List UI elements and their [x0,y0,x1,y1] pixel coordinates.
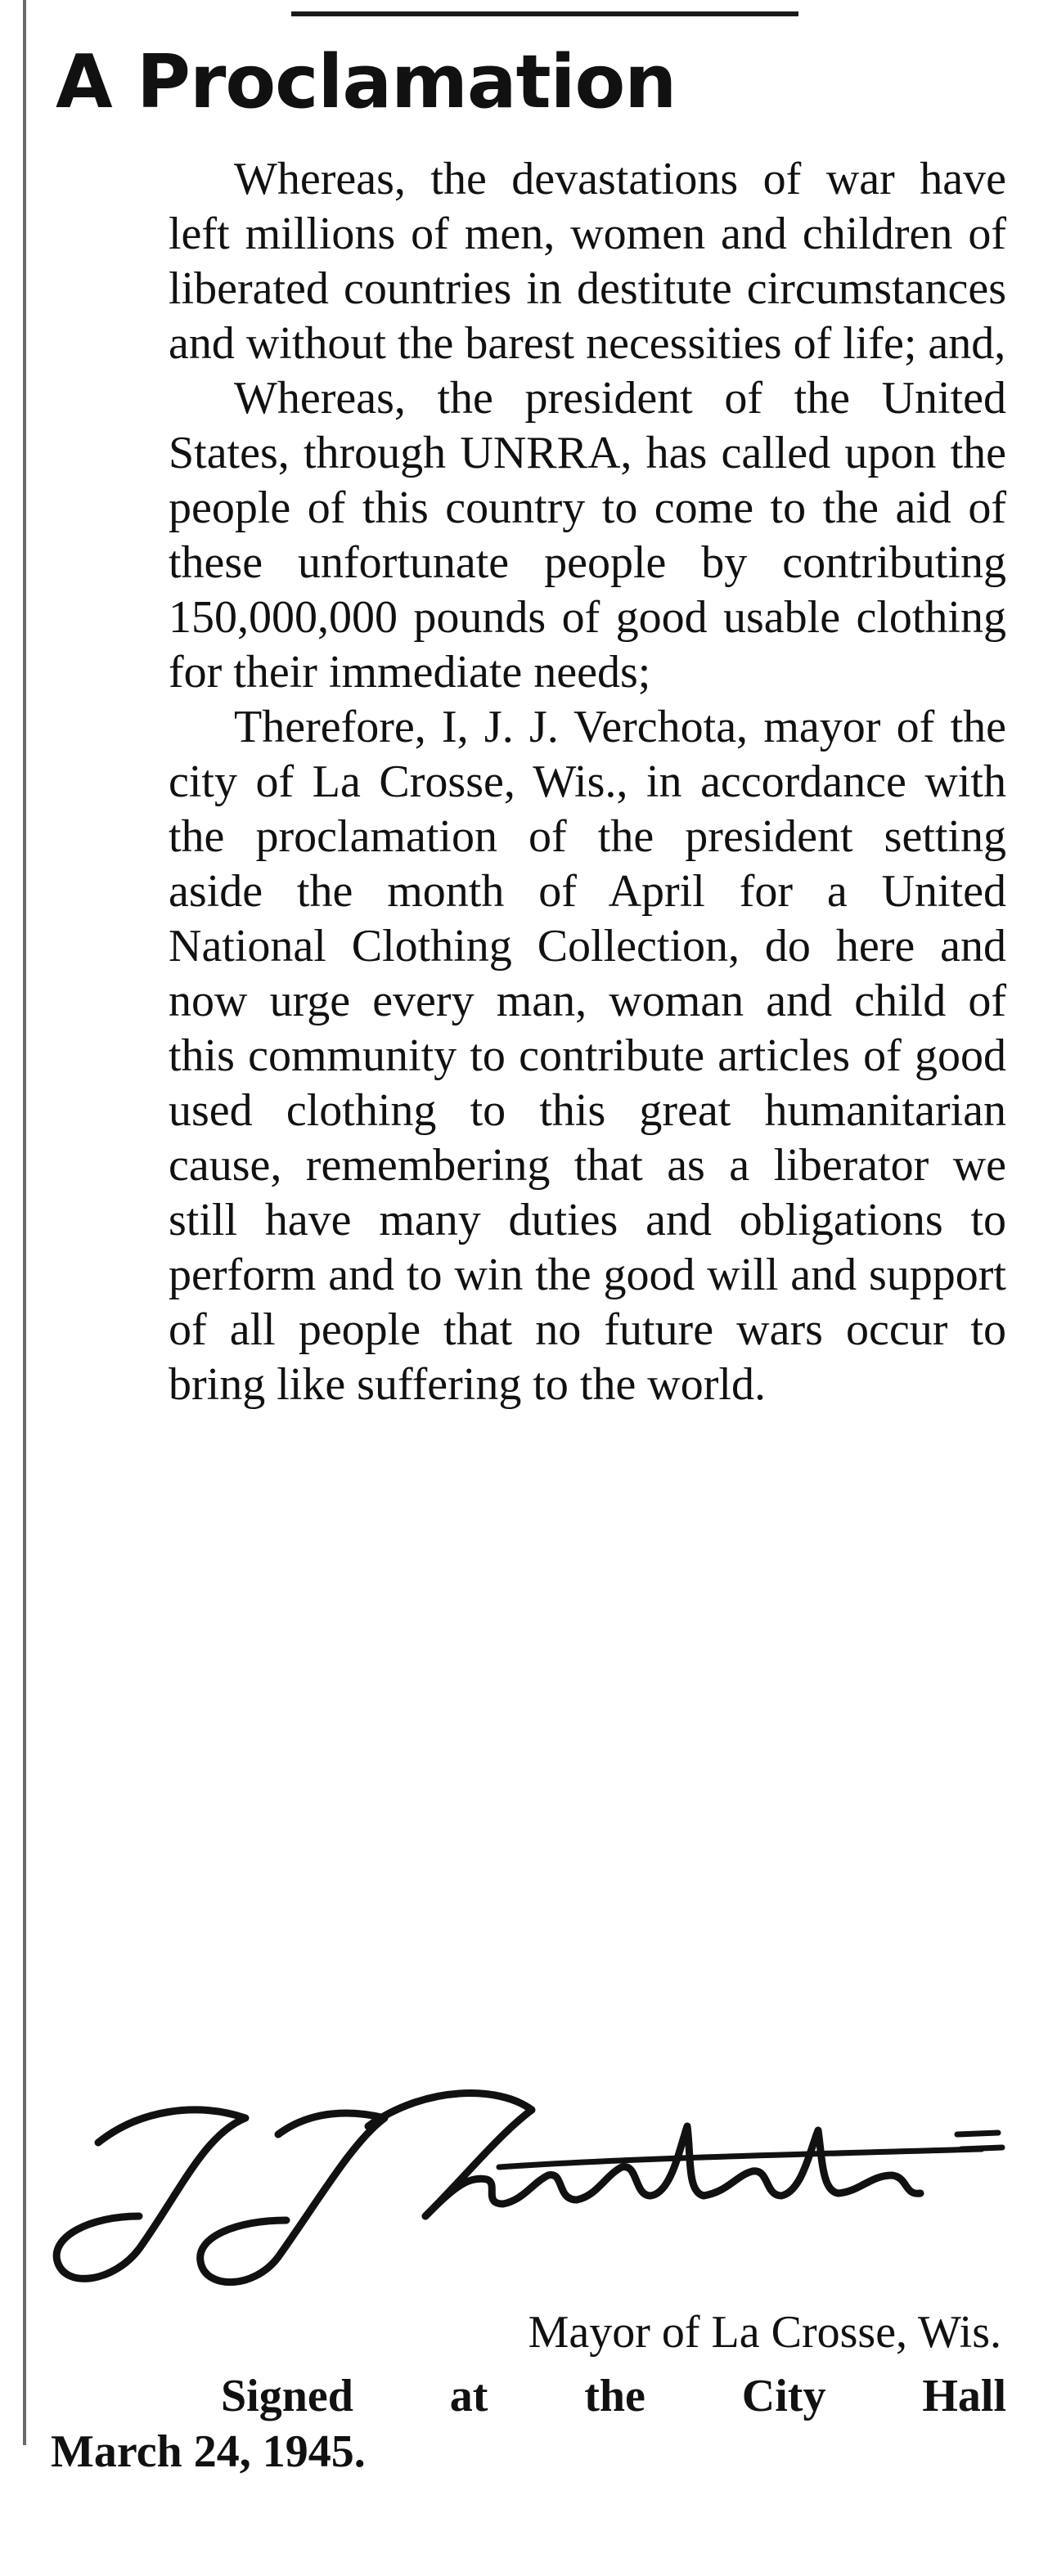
therefore-paragraph: Therefore, I, J. J. Verchota, mayor of the city of La Crosse, Wis., in accordance with the proclamation of the president setting aside the month of April for a United National Clothing Collection, do here and now urge every man, woman and child of this community to contribute articles of good used clothing to this great humanitarian cause, remembering that as a liberator we still have many duties and obligations to perform and to win the good will and support of all people that no future wars occur to bring like suffering to the world. [169,702,1006,1410]
top-rule-divider [291,11,798,16]
signed-at-line: Signed at the City Hall [221,2371,1006,2421]
whereas-paragraph-1: Whereas, the devastations of war have left millions of men, women and children of liberated countries in destitute circumstances and without the barest necessities of life; and, [169,154,1006,369]
left-column-rule [23,0,26,2445]
mayor-title-line: Mayor of La Crosse, Wis. [528,2307,1001,2358]
proclamation-headline: A Proclamation [56,39,677,125]
proclamation-body [169,152,1006,1412]
signing-date: March 24, 1945. [51,2426,366,2477]
whereas-paragraph-2: Whereas, the president of the United States, through UNRRA, has called upon the people of this country to come to the aid of these unfortunate people by contributing 150,000,000 pounds of good usable clothing for their immediate needs; [169,373,1006,698]
handwritten-signature [41,2053,1023,2298]
